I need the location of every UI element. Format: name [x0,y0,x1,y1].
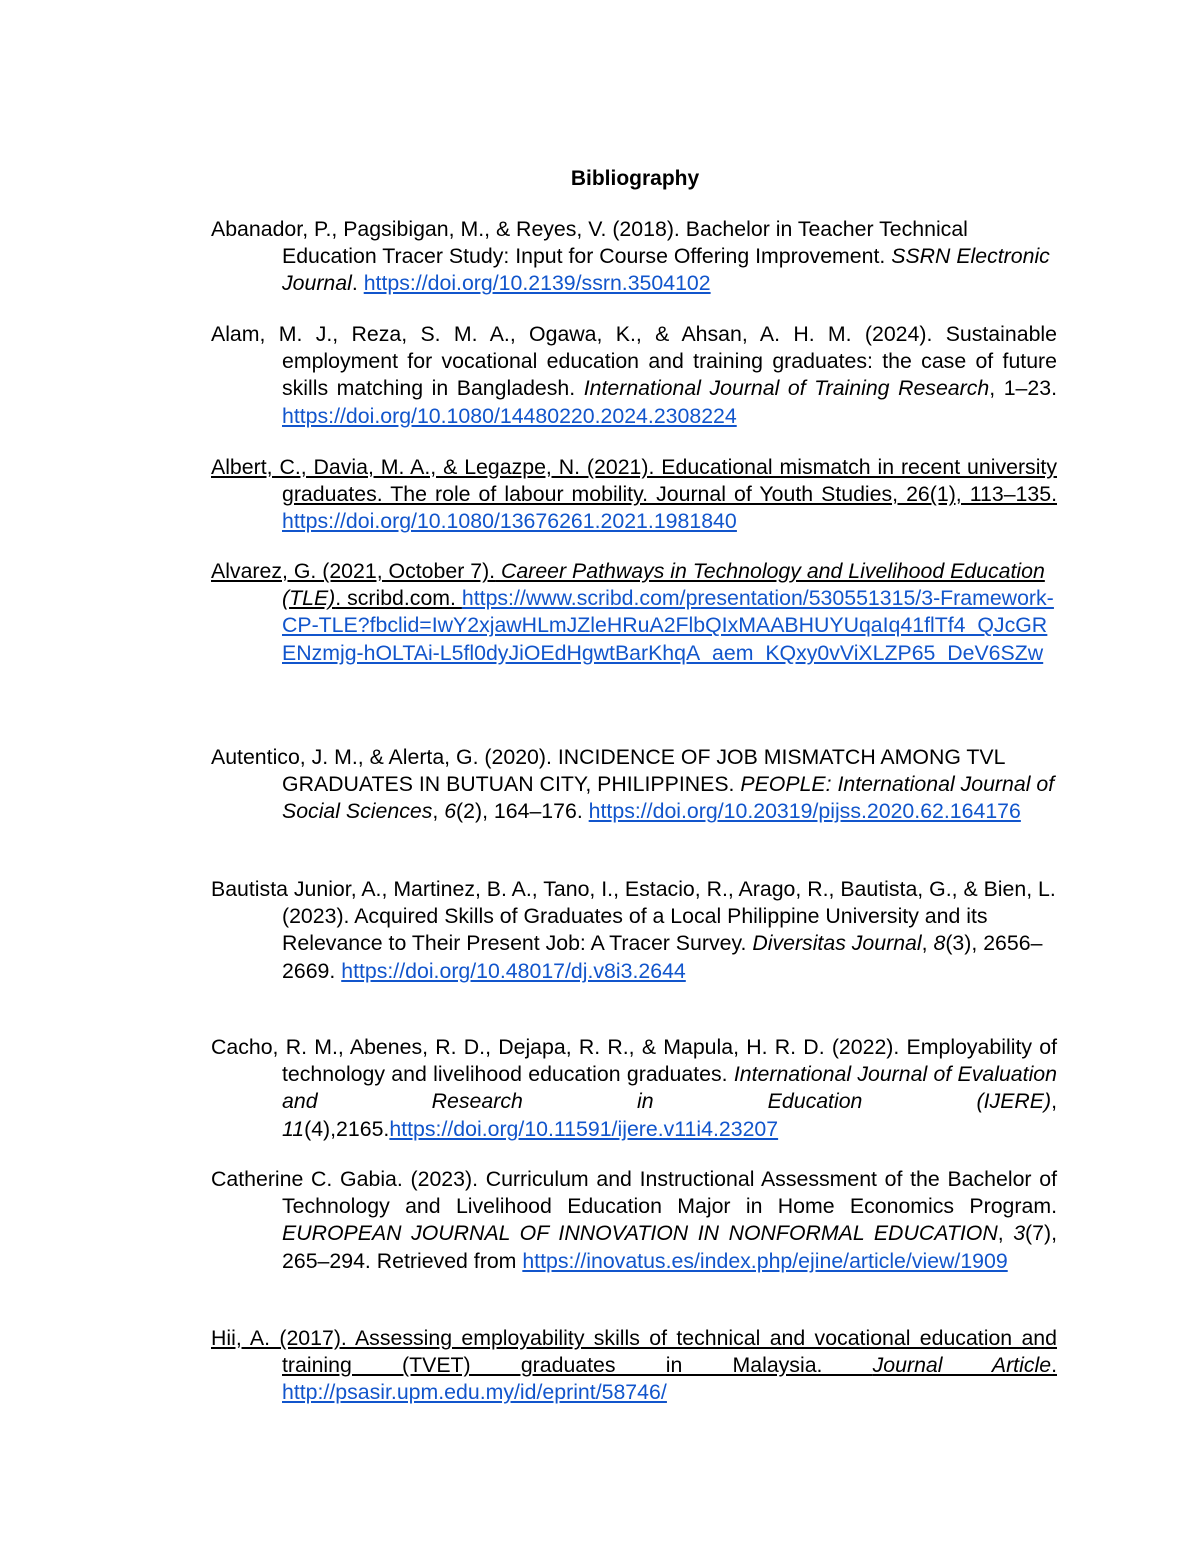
reference-source: . scribd.com. [335,586,456,611]
reference-entry [211,454,1057,536]
reference-journal: Diversitas Journal [752,931,922,956]
reference-entry: Autentico, J. M., & Alerta, G. (2020). INCIDENCE OF JOB MISMATCH AMONG TVL GRADUATES IN BUTUAN CITY, PHILIPPINES. PEOPLE: International Journal of Social Sciences, 6(2), 164–176. https://doi.org/10.20319/pijss.2020.62.164176 [211,745,1055,824]
reference-text: Albert, C., Davia, M. A., & Legazpe, N. (2021). Educational mismatch in recent university graduates. The role of labour mobility. Journal of Youth Studies, 26(1), 113–135. [211,455,1057,507]
reference-authors: Alvarez, G. (2021, October 7). [211,559,496,583]
reference-entry [211,558,1057,667]
reference-journal: Journal Article [872,1353,1052,1378]
reference-journal: SSRN Electronic Journal [282,244,1050,296]
reference-issue-pages: (7), 265–294. Retrieved from [282,1221,1057,1273]
reference-volume: 3 [1013,1221,1026,1246]
reference-authors: Abanador, P., Pagsibigan, M., & Reyes, V. (2018). Bachelor in Teacher Technical Education Tracer Study: Input for Course Offering Improvement. [211,217,968,269]
reference-doi-link[interactable]: https://doi.org/10.2139/ssrn.3504102 [363,271,711,296]
reference-issue-pages: (3), 2656–2669. [282,931,1043,983]
reference-doi-link[interactable]: https://doi.org/10.48017/dj.v8i3.2644 [341,958,686,983]
reference-doi-link[interactable]: https://doi.org/10.1080/13676261.2021.1981840 [282,509,737,534]
reference-entry [211,321,1057,430]
reference-entry [211,1034,1057,1143]
reference-volume: 6 [444,799,457,824]
reference-url-link[interactable]: https://inovatus.es/index.php/ejine/article/view/1909 [522,1248,1008,1273]
reference-doi-link[interactable]: https://doi.org/10.11591/ijere.v11i4.23207 [389,1116,779,1141]
reference-journal: PEOPLE: International Journal of Social Sciences [282,772,1055,824]
reference-pages: , 1–23. [989,376,1057,401]
reference-volume: 11 [282,1116,305,1141]
reference-doi-link[interactable]: https://doi.org/10.1080/14480220.2024.2308224 [282,403,737,428]
reference-entry: Bautista Junior, A., Martinez, B. A., Tano, I., Estacio, R., Arago, R., Bautista, G., & Bien, L. (2023). Acquired Skills of Graduates of a Local Philippine University and its Relevance to Their Present Job: A Tracer Survey. Diversitas Journal, 8(3), 2656–2669. https://doi.org/10.48017/dj.v8i3.2644 [211,877,1056,983]
reference-authors: Alam, M. J., Reza, S. M. A., Ogawa, K., & Ahsan, A. H. M. (2024). Sustainable employment for vocational education and training graduates: the case of future skills matching in Bangladesh. [211,322,1057,401]
reference-journal: International Journal of Training Research [583,376,990,401]
reference-punctuation: . [351,271,358,296]
reference-authors: Cacho, R. M., Abenes, R. D., Dejapa, R. R., & Mapula, H. R. D. (2022). Employability of technology and livelihood education graduates. [211,1035,1057,1087]
reference-authors: Hii, A. (2017). Assessing employability skills of technical and vocational education and training (TVET) graduates in Malaysia. [211,1326,1057,1378]
reference-entry [211,216,1057,298]
reference-punctuation: . [1051,1353,1057,1378]
reference-journal: International Journal of Evaluation and Research in Education (IJERE) [282,1062,1057,1114]
reference-entry [211,1325,1057,1407]
reference-title: Career Pathways in Technology and Livelihood Education (TLE) [282,559,1045,611]
reference-punctuation: , [997,1221,1004,1246]
reference-entry [211,1166,1057,1275]
reference-issue-pages: (2), 164–176. [456,799,583,824]
reference-url-link[interactable]: http://psasir.upm.edu.my/id/eprint/58746/ [282,1380,667,1405]
reference-journal: EUROPEAN JOURNAL OF INNOVATION IN NONFORMAL EDUCATION [282,1221,998,1246]
page-title: Bibliography [570,167,700,190]
reference-authors: Autentico, J. M., & Alerta, G. (2020). INCIDENCE OF JOB MISMATCH AMONG TVL GRADUATES IN BUTUAN CITY, PHILIPPINES. [211,745,1005,797]
reference-url-link[interactable]: https://www.scribd.com/presentation/530551315/3-Framework-CP-TLE?fbclid=IwY2xjawHLmJZleHRuA2FlbQIxMAABHUYUqaIq41flTf4_QJcGRENzmjg-hOLTAi-L5fl0dyJiOEdHgwtBarKhqA_aem_KQxy0vViXLZP65_DeV6SZw [282,586,1054,665]
reference-doi-link[interactable]: https://doi.org/10.20319/pijss.2020.62.164176 [588,799,1021,824]
reference-authors: Catherine C. Gabia. (2023). Curriculum and Instructional Assessment of the Bachelor of Technology and Livelihood Education Major in Home Economics Program. [211,1167,1057,1219]
reference-issue-pages: (4),2165. [304,1116,390,1141]
reference-punctuation: , [1051,1089,1057,1114]
reference-volume: 8 [933,931,946,956]
reference-authors: Bautista Junior, A., Martinez, B. A., Tano, I., Estacio, R., Arago, R., Bautista, G., & Bien, L. (2023). Acquired Skills of Graduates of a Local Philippine University and its Relevance to Their Present Job: A Tracer Survey. [211,877,1056,956]
